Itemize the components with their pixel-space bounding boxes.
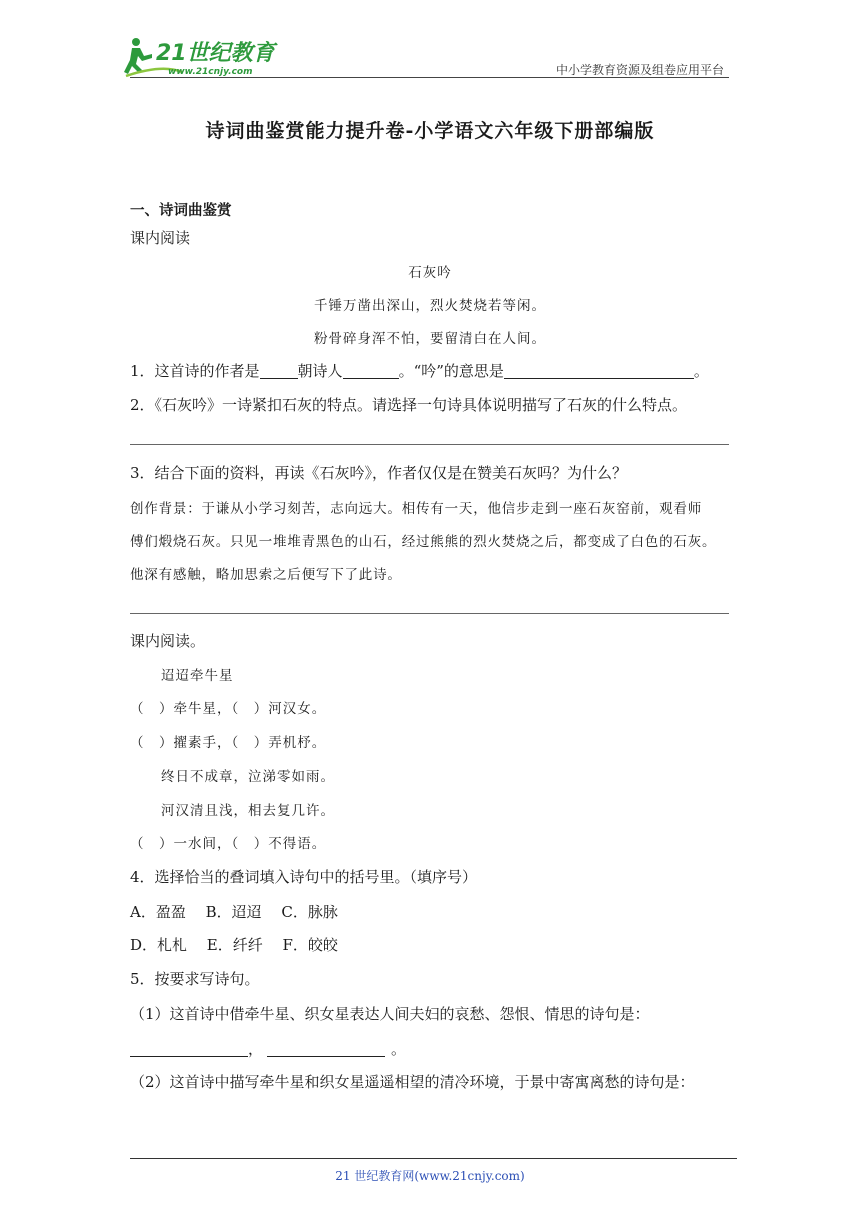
poem-line: （ ）擢素手，（ ）弄机杼。: [130, 735, 327, 751]
answer-blank[interactable]: [504, 362, 694, 379]
answer-blanks: ， 。: [130, 1038, 406, 1059]
poem-line: 终日不成章，泣涕零如雨。: [161, 769, 335, 785]
header-divider: [130, 77, 729, 78]
reading-label: 课内阅读。: [130, 632, 206, 650]
options-row: A．盈盈 B．迢迢 C．脉脉: [130, 903, 338, 921]
reading-label: 课内阅读: [130, 229, 191, 247]
page-title: 诗词曲鉴赏能力提升卷-小学语文六年级下册部编版: [205, 120, 655, 142]
background-text: 创作背景：于谦从小学习刻苦，志向远大。相传有一天，他信步走到一座石灰窑前，观看师: [130, 501, 702, 517]
question-5-2: （2）这首诗中描写牵牛星和织女星遥遥相望的清冷环境，于景中寄寓离愁的诗句是：: [130, 1073, 695, 1091]
footer-link[interactable]: 21 世纪教育网(www.21cnjy.com): [335, 1169, 525, 1183]
platform-name: 中小学教育资源及组卷应用平台: [555, 63, 724, 77]
poem-title: 迢迢牵牛星: [161, 668, 234, 684]
poem-line: （ ）一水间，（ ）不得语。: [130, 836, 327, 852]
svg-text:21世纪教育: 21世纪教育: [156, 41, 275, 66]
svg-text:www.21cnjy.com: www.21cnjy.com: [168, 67, 253, 77]
poem-line: 粉骨碎身浑不怕，要留清白在人间。: [314, 331, 546, 347]
poem-title: 石灰吟: [408, 265, 452, 281]
background-text: 傅们煅烧石灰。只见一堆堆青黑色的山石，经过熊熊的烈火焚烧之后，都变成了白色的石灰。: [130, 534, 717, 550]
logo: [122, 34, 292, 80]
footer-divider: [130, 1158, 737, 1159]
answer-blank[interactable]: [343, 362, 399, 379]
question-5: 5．按要求写诗句。: [130, 970, 260, 988]
answer-blank[interactable]: [130, 1040, 248, 1057]
answer-line[interactable]: [130, 613, 729, 614]
poem-line: 河汉清且浅，相去复几许。: [161, 803, 335, 819]
question-2: 2．《石灰吟》一诗紧扣石灰的特点。请选择一句诗具体说明描写了石灰的什么特点。: [130, 396, 688, 414]
poem-line: 千锤万凿出深山，烈火焚烧若等闲。: [314, 298, 546, 314]
background-text: 他深有感触，略加思索之后便写下了此诗。: [130, 567, 402, 583]
question-1: 1．这首诗的作者是 朝诗人 。“吟”的意思是 。: [130, 362, 709, 380]
poem-line: （ ）牵牛星，（ ）河汉女。: [130, 701, 327, 717]
question-3: 3．结合下面的资料，再读《石灰吟》，作者仅仅是在赞美石灰吗？为什么？: [130, 464, 628, 482]
answer-blank[interactable]: [267, 1040, 385, 1057]
question-4: 4．选择恰当的叠词填入诗句中的括号里。（填序号）: [130, 868, 478, 886]
answer-line[interactable]: [130, 444, 729, 445]
section-heading: 一、诗词曲鉴赏: [130, 202, 232, 219]
answer-blank[interactable]: [260, 362, 298, 379]
question-5-1: （1）这首诗中借牵牛星、织女星表达人间夫妇的哀愁、怨恨、情思的诗句是：: [130, 1005, 650, 1023]
options-row: D．札札 E．纤纤 F．皎皎: [130, 936, 338, 954]
page-header: [0, 0, 860, 80]
